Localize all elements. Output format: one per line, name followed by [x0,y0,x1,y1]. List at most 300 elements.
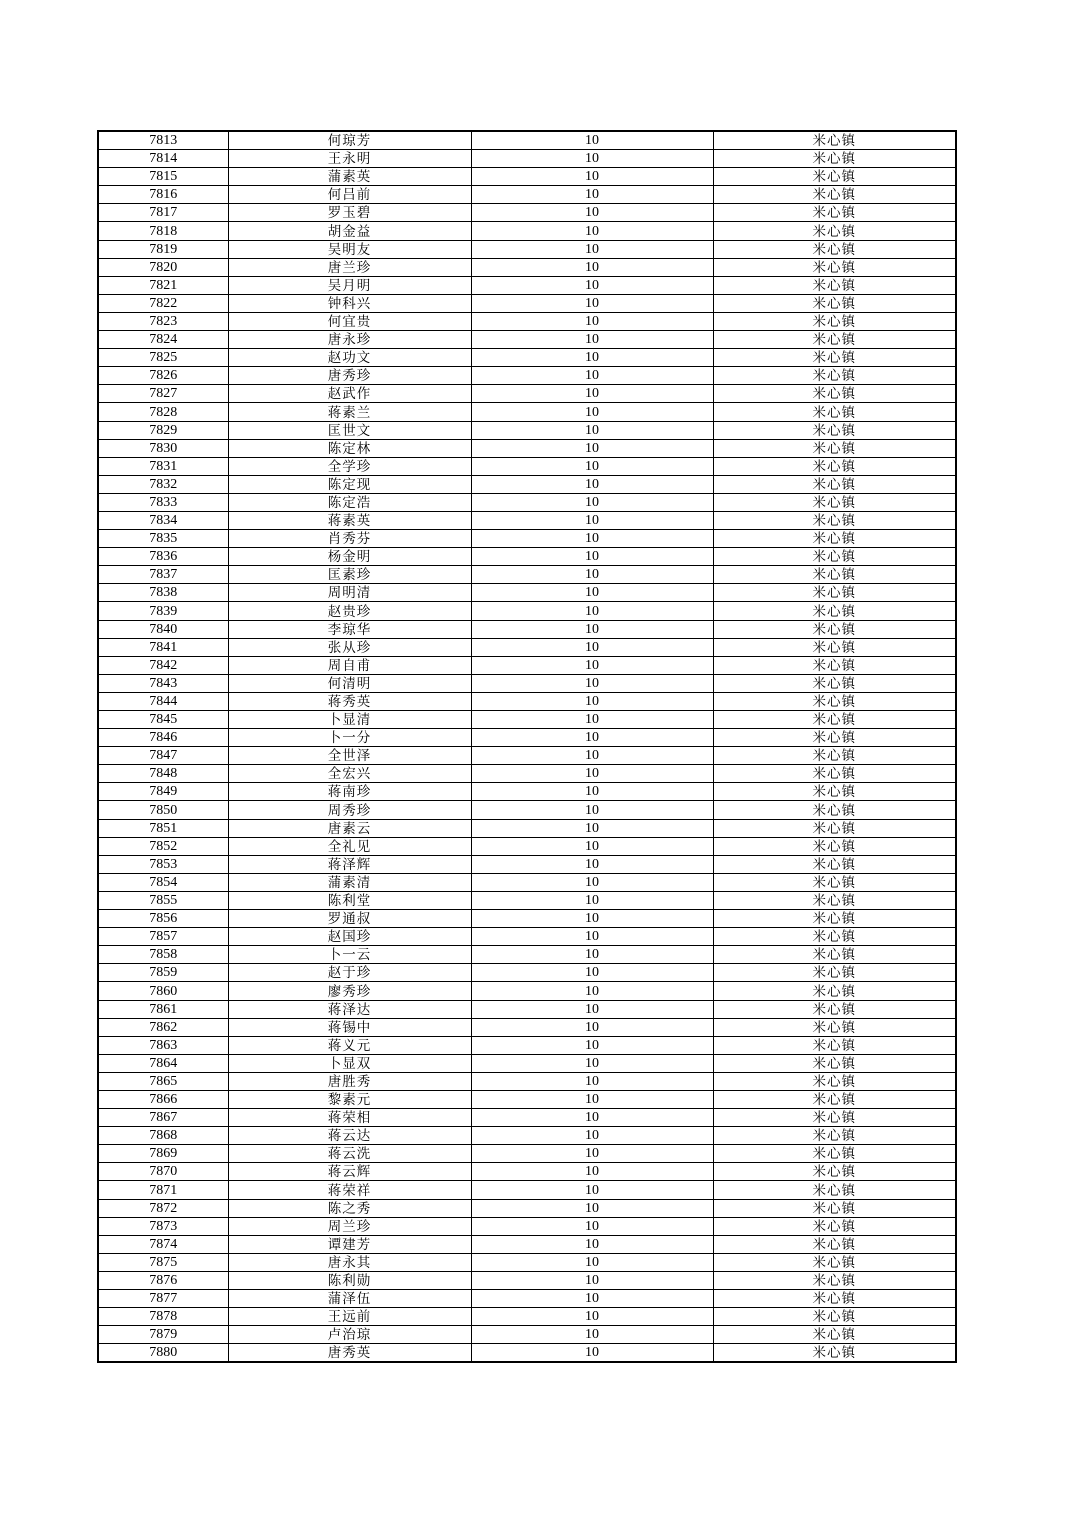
cell-name: 全宏兴 [228,765,471,783]
cell-number: 7863 [98,1036,228,1054]
cell-amount: 10 [471,1308,713,1326]
cell-name: 周明清 [228,584,471,602]
cell-amount: 10 [471,1109,713,1127]
cell-number: 7861 [98,1000,228,1018]
cell-town: 米心镇 [713,801,956,819]
cell-name: 唐秀英 [228,1344,471,1363]
cell-amount: 10 [471,928,713,946]
cell-name: 蒋云辉 [228,1163,471,1181]
cell-name: 罗通叔 [228,910,471,928]
cell-town: 米心镇 [713,855,956,873]
cell-town: 米心镇 [713,928,956,946]
table-row [98,349,956,367]
table-row [98,620,956,638]
cell-number: 7827 [98,385,228,403]
cell-amount: 10 [471,1127,713,1145]
cell-name: 卜一云 [228,946,471,964]
cell-town: 米心镇 [713,1253,956,1271]
cell-name: 全世泽 [228,747,471,765]
cell-amount: 10 [471,1235,713,1253]
cell-amount: 10 [471,1344,713,1363]
cell-number: 7829 [98,421,228,439]
table-row [98,1344,956,1363]
table-row [98,475,956,493]
cell-number: 7877 [98,1290,228,1308]
table-row [98,548,956,566]
table-row [98,692,956,710]
cell-name: 王永明 [228,150,471,168]
cell-name: 唐秀珍 [228,367,471,385]
cell-name: 蒋云达 [228,1127,471,1145]
cell-town: 米心镇 [713,1217,956,1235]
cell-town: 米心镇 [713,1271,956,1289]
cell-name: 蒋云洗 [228,1145,471,1163]
cell-name: 匡世文 [228,421,471,439]
cell-name: 唐永珍 [228,331,471,349]
table-row [98,1326,956,1344]
table-row [98,1018,956,1036]
cell-amount: 10 [471,1181,713,1199]
cell-name: 蒲泽伍 [228,1290,471,1308]
cell-number: 7845 [98,711,228,729]
cell-amount: 10 [471,783,713,801]
table-row [98,240,956,258]
cell-number: 7821 [98,276,228,294]
cell-amount: 10 [471,150,713,168]
cell-name: 李琼华 [228,620,471,638]
cell-town: 米心镇 [713,240,956,258]
cell-amount: 10 [471,1199,713,1217]
cell-town: 米心镇 [713,910,956,928]
cell-town: 米心镇 [713,819,956,837]
cell-name: 赵于珍 [228,964,471,982]
cell-town: 米心镇 [713,620,956,638]
cell-town: 米心镇 [713,747,956,765]
cell-number: 7859 [98,964,228,982]
table-row [98,1145,956,1163]
cell-name: 卜一分 [228,729,471,747]
cell-town: 米心镇 [713,1072,956,1090]
cell-amount: 10 [471,131,713,150]
table-row [98,1090,956,1108]
cell-amount: 10 [471,385,713,403]
table-row [98,421,956,439]
table-row [98,602,956,620]
table-row [98,1054,956,1072]
cell-town: 米心镇 [713,475,956,493]
table-row [98,1127,956,1145]
table-row [98,1290,956,1308]
cell-name: 陈定现 [228,475,471,493]
cell-number: 7849 [98,783,228,801]
table-row [98,493,956,511]
table-row [98,222,956,240]
cell-name: 陈定林 [228,439,471,457]
cell-number: 7822 [98,294,228,312]
cell-number: 7879 [98,1326,228,1344]
table-row [98,1253,956,1271]
cell-town: 米心镇 [713,1145,956,1163]
cell-town: 米心镇 [713,385,956,403]
cell-name: 何琼芳 [228,131,471,150]
table-row [98,946,956,964]
table-row [98,1235,956,1253]
cell-town: 米心镇 [713,331,956,349]
cell-town: 米心镇 [713,1018,956,1036]
cell-number: 7824 [98,331,228,349]
cell-town: 米心镇 [713,1326,956,1344]
table-row [98,530,956,548]
cell-town: 米心镇 [713,258,956,276]
table-row [98,891,956,909]
table-row [98,331,956,349]
table-row [98,312,956,330]
cell-number: 7875 [98,1253,228,1271]
cell-amount: 10 [471,620,713,638]
cell-town: 米心镇 [713,1127,956,1145]
cell-amount: 10 [471,439,713,457]
cell-name: 廖秀珍 [228,982,471,1000]
cell-name: 陈之秀 [228,1199,471,1217]
cell-number: 7835 [98,530,228,548]
cell-amount: 10 [471,222,713,240]
cell-name: 何吕前 [228,186,471,204]
cell-amount: 10 [471,1036,713,1054]
table-row [98,801,956,819]
cell-amount: 10 [471,312,713,330]
cell-name: 蒋素英 [228,511,471,529]
cell-amount: 10 [471,602,713,620]
cell-name: 蒋秀英 [228,692,471,710]
cell-amount: 10 [471,349,713,367]
cell-amount: 10 [471,258,713,276]
cell-number: 7818 [98,222,228,240]
cell-town: 米心镇 [713,312,956,330]
cell-name: 卜显双 [228,1054,471,1072]
cell-amount: 10 [471,982,713,1000]
table-row [98,131,956,150]
cell-name: 蒋锡中 [228,1018,471,1036]
cell-name: 张从珍 [228,638,471,656]
cell-name: 卢治琼 [228,1326,471,1344]
cell-number: 7857 [98,928,228,946]
table-row [98,638,956,656]
cell-number: 7833 [98,493,228,511]
cell-number: 7869 [98,1145,228,1163]
cell-name: 罗玉碧 [228,204,471,222]
cell-amount: 10 [471,168,713,186]
cell-town: 米心镇 [713,1000,956,1018]
cell-town: 米心镇 [713,982,956,1000]
table-body [98,131,956,1362]
table-row [98,910,956,928]
cell-amount: 10 [471,1090,713,1108]
cell-number: 7852 [98,837,228,855]
cell-town: 米心镇 [713,1090,956,1108]
table-row [98,1036,956,1054]
cell-town: 米心镇 [713,1344,956,1363]
cell-amount: 10 [471,530,713,548]
table-row [98,1163,956,1181]
cell-amount: 10 [471,1000,713,1018]
cell-number: 7828 [98,403,228,421]
cell-name: 全礼见 [228,837,471,855]
cell-number: 7840 [98,620,228,638]
table-row [98,168,956,186]
cell-name: 蒲素清 [228,873,471,891]
cell-number: 7832 [98,475,228,493]
cell-number: 7865 [98,1072,228,1090]
cell-amount: 10 [471,1253,713,1271]
cell-name: 蒋义元 [228,1036,471,1054]
cell-number: 7826 [98,367,228,385]
table-row [98,439,956,457]
cell-town: 米心镇 [713,493,956,511]
cell-amount: 10 [471,674,713,692]
cell-amount: 10 [471,548,713,566]
cell-number: 7851 [98,819,228,837]
cell-number: 7820 [98,258,228,276]
cell-name: 吴明友 [228,240,471,258]
table-row [98,711,956,729]
cell-number: 7842 [98,656,228,674]
table-row [98,457,956,475]
cell-amount: 10 [471,493,713,511]
cell-town: 米心镇 [713,1054,956,1072]
cell-town: 米心镇 [713,964,956,982]
table-row [98,982,956,1000]
cell-number: 7830 [98,439,228,457]
cell-name: 肖秀芬 [228,530,471,548]
cell-amount: 10 [471,765,713,783]
cell-name: 周自甫 [228,656,471,674]
cell-name: 黎素元 [228,1090,471,1108]
table-row [98,964,956,982]
cell-number: 7850 [98,801,228,819]
cell-amount: 10 [471,276,713,294]
cell-amount: 10 [471,1217,713,1235]
table-row [98,511,956,529]
cell-town: 米心镇 [713,656,956,674]
cell-name: 蒋荣相 [228,1109,471,1127]
cell-number: 7834 [98,511,228,529]
cell-town: 米心镇 [713,457,956,475]
cell-town: 米心镇 [713,530,956,548]
cell-town: 米心镇 [713,367,956,385]
cell-town: 米心镇 [713,548,956,566]
cell-town: 米心镇 [713,168,956,186]
cell-number: 7872 [98,1199,228,1217]
cell-number: 7844 [98,692,228,710]
cell-name: 赵国珍 [228,928,471,946]
cell-number: 7815 [98,168,228,186]
cell-number: 7858 [98,946,228,964]
cell-amount: 10 [471,367,713,385]
cell-amount: 10 [471,891,713,909]
cell-amount: 10 [471,1163,713,1181]
table-row [98,729,956,747]
cell-town: 米心镇 [713,837,956,855]
cell-amount: 10 [471,819,713,837]
cell-amount: 10 [471,204,713,222]
cell-name: 周兰珍 [228,1217,471,1235]
cell-number: 7841 [98,638,228,656]
cell-amount: 10 [471,801,713,819]
table-row [98,873,956,891]
table-row [98,403,956,421]
table-row [98,656,956,674]
table-row [98,150,956,168]
cell-town: 米心镇 [713,1181,956,1199]
cell-name: 蒋南珍 [228,783,471,801]
cell-number: 7871 [98,1181,228,1199]
cell-number: 7814 [98,150,228,168]
cell-name: 唐永其 [228,1253,471,1271]
cell-number: 7878 [98,1308,228,1326]
cell-number: 7813 [98,131,228,150]
cell-name: 吴月明 [228,276,471,294]
table-row [98,1181,956,1199]
cell-amount: 10 [471,638,713,656]
cell-name: 蒋荣祥 [228,1181,471,1199]
cell-amount: 10 [471,584,713,602]
cell-number: 7855 [98,891,228,909]
cell-name: 唐兰珍 [228,258,471,276]
table-row [98,1109,956,1127]
cell-town: 米心镇 [713,403,956,421]
cell-name: 赵贵珍 [228,602,471,620]
table-row [98,783,956,801]
cell-town: 米心镇 [713,783,956,801]
cell-amount: 10 [471,1326,713,1344]
table-row [98,819,956,837]
cell-name: 赵武作 [228,385,471,403]
cell-name: 钟科兴 [228,294,471,312]
cell-number: 7819 [98,240,228,258]
cell-amount: 10 [471,656,713,674]
table-row [98,367,956,385]
cell-town: 米心镇 [713,1308,956,1326]
cell-town: 米心镇 [713,511,956,529]
cell-amount: 10 [471,946,713,964]
table-row [98,837,956,855]
cell-number: 7823 [98,312,228,330]
cell-town: 米心镇 [713,421,956,439]
cell-name: 陈利勋 [228,1271,471,1289]
cell-town: 米心镇 [713,294,956,312]
cell-number: 7854 [98,873,228,891]
cell-name: 蒋泽达 [228,1000,471,1018]
cell-number: 7839 [98,602,228,620]
cell-amount: 10 [471,186,713,204]
cell-amount: 10 [471,964,713,982]
cell-amount: 10 [471,421,713,439]
cell-number: 7838 [98,584,228,602]
cell-number: 7843 [98,674,228,692]
table-row [98,204,956,222]
cell-name: 卜显清 [228,711,471,729]
cell-name: 匡素珍 [228,566,471,584]
cell-number: 7862 [98,1018,228,1036]
cell-amount: 10 [471,855,713,873]
cell-town: 米心镇 [713,602,956,620]
cell-town: 米心镇 [713,946,956,964]
cell-number: 7860 [98,982,228,1000]
data-table [97,130,957,1363]
cell-town: 米心镇 [713,150,956,168]
cell-number: 7816 [98,186,228,204]
cell-name: 周秀珍 [228,801,471,819]
cell-number: 7880 [98,1344,228,1363]
cell-number: 7837 [98,566,228,584]
table-row [98,186,956,204]
cell-name: 杨金明 [228,548,471,566]
cell-name: 王远前 [228,1308,471,1326]
cell-number: 7870 [98,1163,228,1181]
cell-name: 何清明 [228,674,471,692]
table-row [98,1308,956,1326]
table-row [98,1000,956,1018]
cell-town: 米心镇 [713,439,956,457]
table-row [98,566,956,584]
cell-amount: 10 [471,837,713,855]
cell-amount: 10 [471,1290,713,1308]
cell-name: 蒋素兰 [228,403,471,421]
table-row [98,1072,956,1090]
cell-amount: 10 [471,910,713,928]
cell-number: 7876 [98,1271,228,1289]
cell-amount: 10 [471,747,713,765]
cell-amount: 10 [471,692,713,710]
cell-amount: 10 [471,331,713,349]
cell-number: 7868 [98,1127,228,1145]
cell-town: 米心镇 [713,765,956,783]
cell-name: 陈利堂 [228,891,471,909]
cell-number: 7825 [98,349,228,367]
table-row [98,928,956,946]
table-row [98,385,956,403]
cell-town: 米心镇 [713,1036,956,1054]
table-row [98,1271,956,1289]
cell-number: 7873 [98,1217,228,1235]
table-row [98,855,956,873]
cell-number: 7874 [98,1235,228,1253]
cell-town: 米心镇 [713,584,956,602]
table-row [98,1199,956,1217]
cell-town: 米心镇 [713,204,956,222]
cell-amount: 10 [471,566,713,584]
cell-town: 米心镇 [713,1163,956,1181]
cell-amount: 10 [471,729,713,747]
cell-amount: 10 [471,457,713,475]
cell-amount: 10 [471,1145,713,1163]
cell-number: 7866 [98,1090,228,1108]
table-row [98,674,956,692]
cell-amount: 10 [471,511,713,529]
cell-amount: 10 [471,711,713,729]
cell-town: 米心镇 [713,873,956,891]
cell-name: 赵功文 [228,349,471,367]
cell-town: 米心镇 [713,276,956,294]
cell-town: 米心镇 [713,1290,956,1308]
cell-town: 米心镇 [713,1199,956,1217]
cell-town: 米心镇 [713,222,956,240]
cell-town: 米心镇 [713,638,956,656]
table-row [98,765,956,783]
cell-amount: 10 [471,1072,713,1090]
cell-amount: 10 [471,873,713,891]
cell-amount: 10 [471,294,713,312]
